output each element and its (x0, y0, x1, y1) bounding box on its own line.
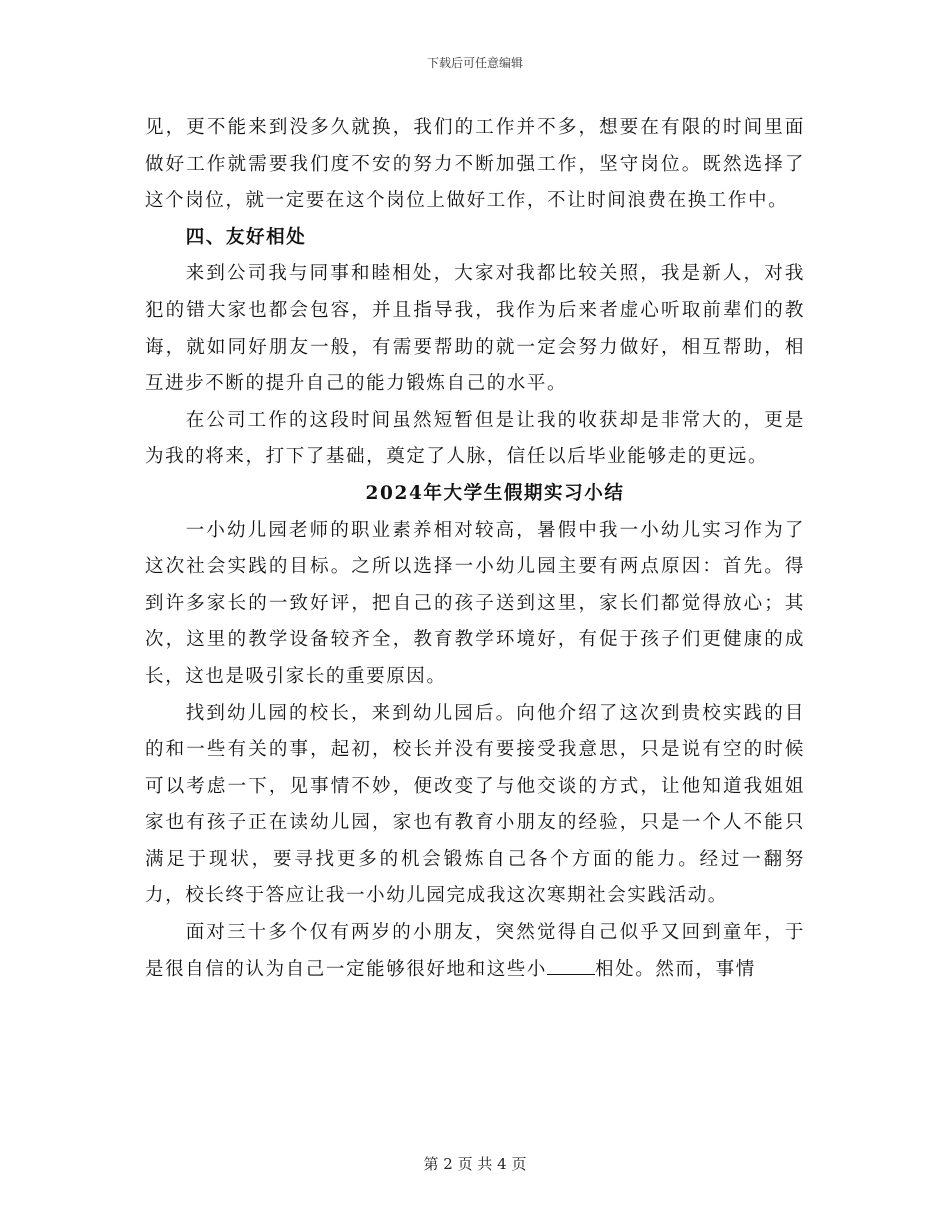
document-title: 2024年大学生假期实习小结 (365, 482, 625, 504)
paragraph-continuation: 见，更不能来到没多久就换，我们的工作并不多，想要在有限的时间里面做好工作就需要我们度不安的努力不断加强工作，坚守岗位。既然选择了这个岗位，就一定要在这个岗位上做好工作，不让时间浪费在换工作中。 (145, 117, 805, 212)
paragraph-last-start: 面对三十多个仅有两岁的小朋友，突然觉得自己似乎又回到童年，于是很自信的认为自己一定能够很好地和这些小 (145, 922, 805, 980)
fill-in-blank (547, 956, 595, 975)
paragraph-principal: 找到幼儿园的校长，来到幼儿园后。向他介绍了这次到贵校实践的目的和一些有关的事，起初，校长并没有要接受我意思，只是说有空的时候可以考虑一下，见事情不妙，便改变了与他交谈的方式，让他知道我姐姐家也有孩子正在读幼儿园，家也有教育小朋友的经验，只是一个人不能只满足于现状，要寻找更多的机会锻炼自己各个方面的能力。经过一翻努力，校长终于答应让我一小幼儿园完成我这次寒期社会实践活动。 (145, 702, 805, 907)
paragraph-last-end: 相处。然而，事情 (595, 958, 756, 980)
page-number: 第 2 页 共 4 页 (423, 1155, 527, 1173)
paragraph-last (145, 915, 805, 988)
header-note: 下载后可任意编辑 (426, 56, 523, 70)
paragraph-summary: 在公司工作的这段时间虽然短暂但是让我的收获却是非常大的，更是为我的将来，打下了基础，奠定了人脉，信任以后毕业能够走的更远。 (145, 409, 805, 468)
paragraph-intro: 一小幼儿园老师的职业素养相对较高，暑假中我一小幼儿实习作为了这次社会实践的目标。之所以选择一小幼儿园主要有两点原因：首先。得到许多家长的一致好评，把自己的孩子送到这里，家长们都觉得放心；其次，这里的教学设备较齐全，教育教学环境好，有促于孩子们更健康的成长，这也是吸引家长的重要原因。 (145, 519, 805, 687)
document-body (145, 110, 805, 988)
paragraph-friendly: 来到公司我与同事和睦相处，大家对我都比较关照，我是新人，对我犯的错大家也都会包容，并且指导我，我作为后来者虚心听取前辈们的教诲，就如同好朋友一般，有需要帮助的就一定会努力做好，相互帮助，相互进步不断的提升自己的能力锻炼自己的水平。 (145, 263, 805, 395)
section-heading-friendly: 四、友好相处 (185, 226, 307, 248)
